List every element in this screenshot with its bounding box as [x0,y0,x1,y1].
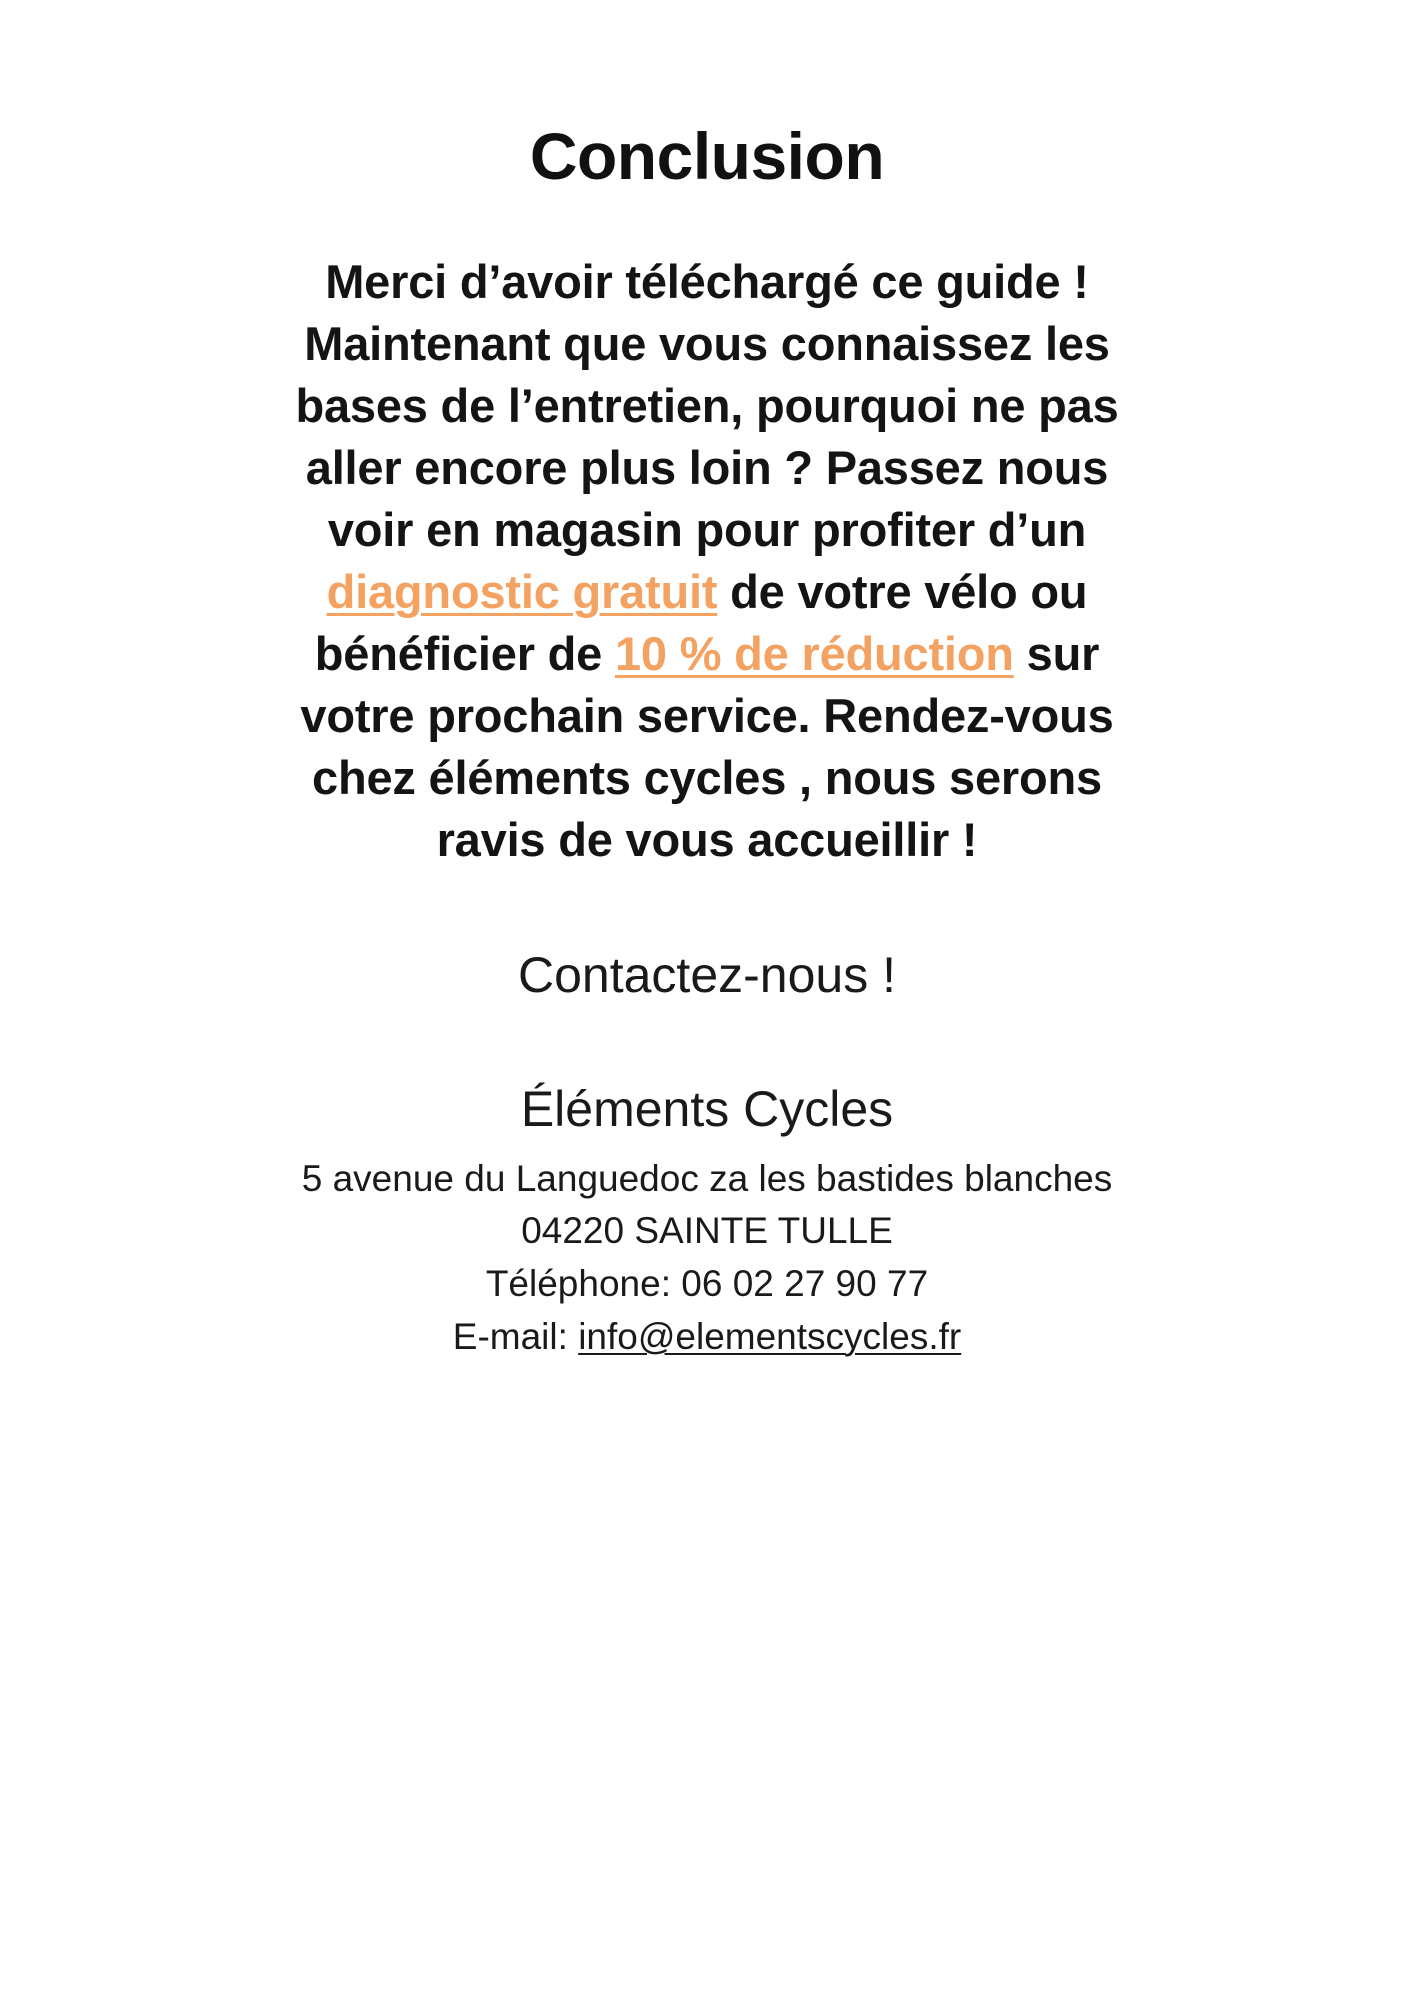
paragraph-text-part-3: sur votre prochain service. Rendez-vous chez éléments cycles , nous serons ravis de vous accueillir ! [300,626,1114,866]
email-link[interactable]: info@elementscycles.fr [578,1315,962,1357]
contact-details [150,1153,1264,1363]
page-title: Conclusion [529,119,885,193]
paragraph-text-part-2: de votre vélo ou bénéficier de [314,564,1088,680]
contact-call-to-action: Contactez-nous ! [518,946,896,1003]
conclusion-paragraph [257,251,1157,871]
email-line [150,1311,1264,1364]
company-name: Éléments Cycles [520,1080,894,1137]
email-label: E-mail: [452,1315,579,1357]
highlight-dix-pourcent-reduction[interactable]: 10 % de réduction [614,626,1014,680]
phone-line: Téléphone: 06 02 27 90 77 [485,1262,929,1304]
paragraph-text-part-1: Merci d’avoir téléchargé ce guide ! Maintenant que vous connaissez les bases de l’entretien, pourquoi ne pas aller encore plus loin ? Passez nous voir en magasin pour profiter d’un [295,254,1119,556]
address-line-2: 04220 SAINTE TULLE [521,1210,893,1252]
highlight-diagnostic-gratuit[interactable]: diagnostic gratuit [326,564,718,618]
address-line-1: 5 avenue du Languedoc za les bastides blanches [301,1157,1113,1199]
